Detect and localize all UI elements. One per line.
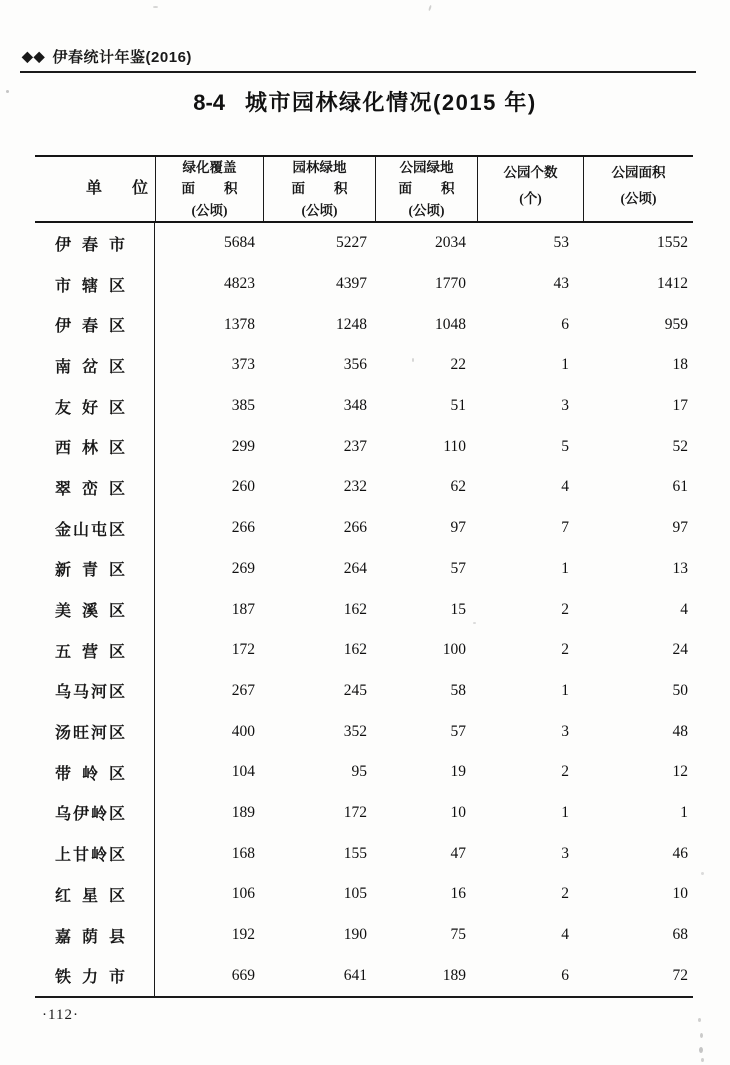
cell-value: 72	[672, 966, 688, 984]
header-line: 公园面积	[611, 165, 666, 181]
row-label: 伊春区	[55, 318, 125, 336]
cell-value: 348	[343, 397, 367, 415]
cell-value: 6	[561, 966, 569, 984]
cell-value: 4	[561, 478, 569, 496]
cell-value: 168	[231, 844, 255, 862]
cell-value: 62	[450, 478, 466, 496]
cell-value: 1378	[224, 315, 255, 333]
cell-value: 1	[561, 803, 569, 821]
table-row	[35, 752, 693, 793]
row-label-cell	[35, 223, 155, 264]
cell-value: 4	[561, 926, 569, 944]
row-label: 市辖区	[55, 277, 125, 295]
row-label-cell	[35, 752, 155, 793]
cell-value: 4823	[224, 275, 255, 293]
cell-value: 97	[450, 519, 466, 537]
header-rule	[20, 71, 696, 73]
cell-value: 106	[231, 885, 255, 903]
cell-value: 959	[664, 315, 688, 333]
cell-value: 356	[343, 356, 367, 374]
cell-value: 24	[672, 641, 688, 659]
row-label-cell	[35, 793, 155, 834]
row-label: 金山屯区	[55, 521, 125, 539]
page-header	[22, 46, 192, 67]
row-label: 南岔区	[55, 358, 125, 376]
cell-value: 266	[343, 519, 367, 537]
cell-value: 51	[450, 397, 466, 415]
cell-value: 172	[343, 803, 367, 821]
cell-value: 232	[343, 478, 367, 496]
cell-value: 1	[561, 559, 569, 577]
scan-speck	[428, 5, 432, 11]
header-unit-line: (公顷)	[301, 202, 338, 218]
yearbook-title: 伊春统计年鉴(2016)	[52, 49, 192, 66]
cell-value: 385	[231, 397, 255, 415]
table-row	[35, 671, 693, 712]
cell-value: 17	[672, 397, 688, 415]
cell-value: 16	[450, 885, 466, 903]
cell-value: 15	[450, 600, 466, 618]
cell-value: 7	[561, 519, 569, 537]
scan-speck	[701, 1058, 704, 1062]
scan-speck	[153, 6, 158, 8]
cell-value: 641	[343, 966, 367, 984]
row-label-cell	[35, 630, 155, 671]
cell-value: 6	[561, 315, 569, 333]
cell-value: 245	[343, 681, 367, 699]
row-label-cell	[35, 549, 155, 590]
table-row	[35, 264, 693, 305]
row-label-cell	[35, 915, 155, 956]
cell-value: 43	[553, 275, 569, 293]
cell-value: 267	[231, 681, 255, 699]
column-header-garden-green	[263, 157, 375, 221]
cell-value: 57	[450, 722, 466, 740]
row-label: 带岭区	[55, 765, 125, 783]
cell-value: 1	[561, 681, 569, 699]
scan-speck	[700, 1033, 703, 1038]
table-row	[35, 833, 693, 874]
table-row	[35, 549, 693, 590]
statistics-table	[35, 155, 693, 998]
cell-value: 10	[672, 885, 688, 903]
cell-value: 3	[561, 722, 569, 740]
row-label: 西林区	[55, 440, 125, 458]
cell-value: 53	[553, 234, 569, 252]
table-row	[35, 589, 693, 630]
cell-value: 400	[231, 722, 255, 740]
cell-value: 5	[561, 437, 569, 455]
table-row	[35, 955, 693, 996]
cell-value: 10	[450, 803, 466, 821]
row-label-cell	[35, 304, 155, 345]
cell-value: 97	[672, 519, 688, 537]
cell-value: 46	[672, 844, 688, 862]
column-header-park-green	[375, 157, 477, 221]
row-label: 上甘岭区	[55, 847, 125, 865]
row-label: 新青区	[55, 562, 125, 580]
cell-value: 189	[231, 803, 255, 821]
table-row	[35, 386, 693, 427]
cell-value: 5227	[336, 234, 367, 252]
table-row	[35, 793, 693, 834]
header-unit-line: (公顷)	[408, 202, 445, 218]
cell-value: 266	[231, 519, 255, 537]
column-header-unit	[35, 157, 155, 221]
row-label-cell	[35, 264, 155, 305]
table-row	[35, 630, 693, 671]
cell-value: 58	[450, 681, 466, 699]
cell-value: 75	[450, 926, 466, 944]
cell-value: 299	[231, 437, 255, 455]
cell-value: 189	[442, 966, 466, 984]
table-row	[35, 508, 693, 549]
cell-value: 19	[450, 763, 466, 781]
scan-speck	[473, 622, 476, 624]
cell-value: 2	[561, 763, 569, 781]
row-label: 友好区	[55, 399, 125, 417]
diamond-icons: ◆◆	[22, 48, 46, 64]
page-number: ·112·	[42, 1007, 79, 1023]
row-label-cell	[35, 386, 155, 427]
table-row	[35, 223, 693, 264]
column-header-green-coverage	[155, 157, 263, 221]
cell-value: 13	[672, 559, 688, 577]
cell-value: 190	[343, 926, 367, 944]
row-label: 伊春市	[55, 236, 125, 254]
row-label: 铁力市	[55, 969, 125, 987]
cell-value: 104	[231, 763, 255, 781]
table-number: 8-4	[193, 90, 226, 115]
cell-value: 1770	[435, 275, 466, 293]
header-line: 面积	[398, 181, 455, 197]
table-row	[35, 711, 693, 752]
cell-value: 264	[343, 559, 367, 577]
scan-speck	[698, 1018, 701, 1022]
cell-value: 110	[443, 437, 466, 455]
row-label: 翠峦区	[55, 480, 125, 498]
cell-value: 100	[442, 641, 466, 659]
header-line: 公园绿地	[399, 159, 454, 175]
cell-value: 2	[561, 885, 569, 903]
header-line: 面积	[291, 181, 348, 197]
cell-value: 269	[231, 559, 255, 577]
cell-value: 1412	[657, 275, 688, 293]
cell-value: 22	[450, 356, 466, 374]
row-label: 乌伊岭区	[55, 806, 125, 824]
scan-speck	[699, 1047, 703, 1053]
table-title	[0, 86, 730, 117]
cell-value: 237	[343, 437, 367, 455]
row-label-cell	[35, 874, 155, 915]
cell-value: 162	[343, 600, 367, 618]
row-label-cell	[35, 833, 155, 874]
cell-value: 12	[672, 763, 688, 781]
cell-value: 2	[561, 641, 569, 659]
cell-value: 669	[231, 966, 255, 984]
table-body	[35, 223, 693, 998]
row-label-cell	[35, 955, 155, 996]
row-label: 乌马河区	[55, 684, 125, 702]
cell-value: 18	[672, 356, 688, 374]
row-label-cell	[35, 467, 155, 508]
cell-value: 1	[680, 803, 688, 821]
cell-value: 2034	[435, 234, 466, 252]
cell-value: 192	[231, 926, 255, 944]
header-line: (个)	[519, 191, 542, 206]
cell-value: 373	[231, 356, 255, 374]
cell-value: 172	[231, 641, 255, 659]
cell-value: 2	[561, 600, 569, 618]
row-label: 嘉荫县	[55, 928, 125, 946]
cell-value: 1552	[657, 234, 688, 252]
cell-value: 1	[561, 356, 569, 374]
cell-value: 61	[672, 478, 688, 496]
row-label-cell	[35, 345, 155, 386]
row-label: 美溪区	[55, 603, 125, 621]
column-header-park-count	[477, 157, 583, 221]
row-label: 汤旺河区	[55, 725, 125, 743]
cell-value: 155	[343, 844, 367, 862]
cell-value: 1048	[435, 315, 466, 333]
cell-value: 3	[561, 844, 569, 862]
cell-value: 1248	[336, 315, 367, 333]
cell-value: 48	[672, 722, 688, 740]
table-row	[35, 915, 693, 956]
row-label-cell	[35, 426, 155, 467]
table-header-row	[35, 155, 693, 223]
table-name: 城市园林绿化情况(2015 年)	[245, 90, 537, 115]
cell-value: 47	[450, 844, 466, 862]
scan-speck	[6, 90, 9, 93]
table-row	[35, 304, 693, 345]
scan-speck	[412, 358, 414, 362]
cell-value: 187	[231, 600, 255, 618]
cell-value: 260	[231, 478, 255, 496]
table-row	[35, 345, 693, 386]
header-line: 面积	[181, 181, 238, 197]
cell-value: 68	[672, 926, 688, 944]
cell-value: 4	[680, 600, 688, 618]
table-row	[35, 467, 693, 508]
row-label: 红星区	[55, 887, 125, 905]
header-unit-line: (公顷)	[191, 202, 228, 218]
column-header-park-area	[583, 157, 693, 221]
row-label-cell	[35, 508, 155, 549]
cell-value: 50	[672, 681, 688, 699]
table-row	[35, 426, 693, 467]
cell-value: 4397	[336, 275, 367, 293]
cell-value: 162	[343, 641, 367, 659]
header-line: 公园个数	[503, 165, 558, 181]
header-line: 绿化覆盖	[182, 159, 237, 175]
row-label-cell	[35, 589, 155, 630]
scan-speck	[701, 872, 704, 875]
header-line: (公顷)	[620, 191, 657, 206]
cell-value: 5684	[224, 234, 255, 252]
header-line: 园林绿地	[292, 159, 347, 175]
cell-value: 352	[343, 722, 367, 740]
table-row	[35, 874, 693, 915]
row-label-cell	[35, 671, 155, 712]
cell-value: 95	[351, 763, 367, 781]
row-label-cell	[35, 711, 155, 752]
row-label: 五营区	[55, 643, 125, 661]
column-header-unit-label: 单位	[86, 180, 148, 198]
cell-value: 105	[343, 885, 367, 903]
cell-value: 52	[672, 437, 688, 455]
cell-value: 57	[450, 559, 466, 577]
cell-value: 3	[561, 397, 569, 415]
